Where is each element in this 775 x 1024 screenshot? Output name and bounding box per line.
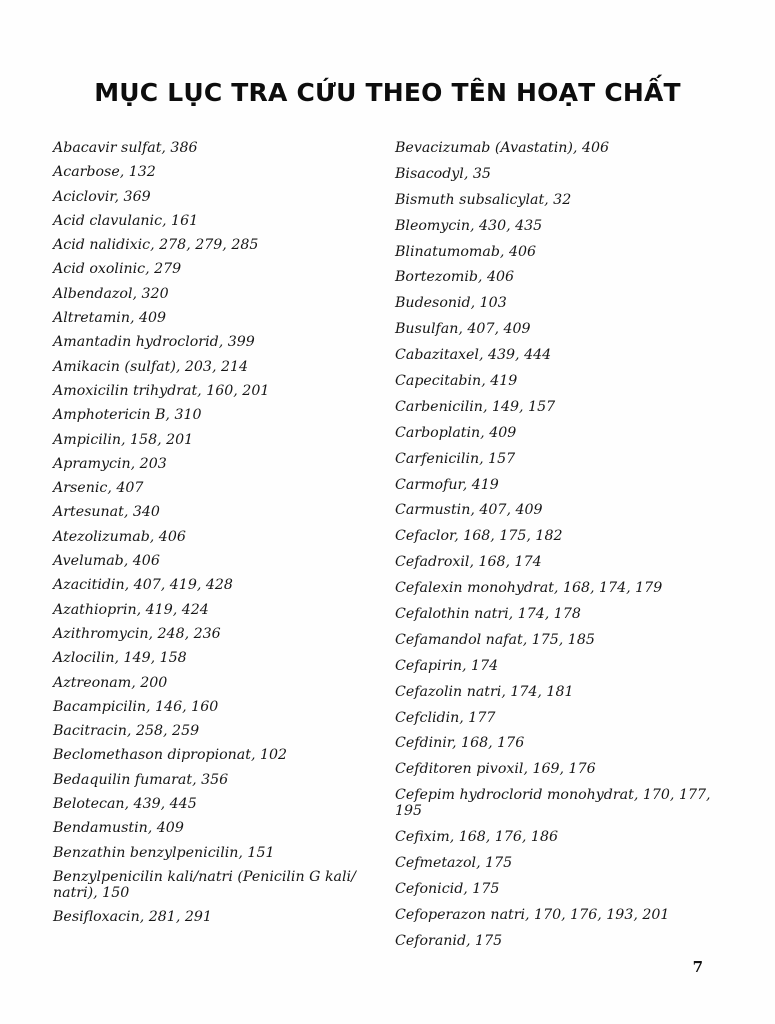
index-entry: Benzathin benzylpenicilin, 151 (53, 844, 275, 861)
index-entry: Bedaquilin fumarat, 356 (53, 771, 229, 788)
index-entry: Artesunat, 340 (53, 504, 160, 521)
page-title: MỤC LỤC TRA CỨU THEO TÊN HOẠT CHẤT (94, 78, 681, 107)
index-entry: Cefmetazol, 175 (395, 855, 513, 872)
index-entry: Cefadroxil, 168, 174 (395, 554, 542, 571)
index-entry: Carboplatin, 409 (395, 424, 517, 441)
index-entry: Belotecan, 439, 445 (53, 796, 197, 813)
index-column-left (53, 136, 373, 934)
index-entry: Bacampicilin, 146, 160 (53, 698, 219, 715)
index-entry: Carbenicilin, 149, 157 (395, 398, 556, 415)
index-entry: Benzylpenicilin kali/natri (Penicilin G kali/ natri), 150 (53, 868, 356, 901)
index-entry: Avelumab, 406 (53, 553, 160, 570)
index-entry: Bacitracin, 258, 259 (53, 723, 200, 740)
index-entry: Bisacodyl, 35 (395, 165, 491, 182)
index-entry: Acid clavulanic, 161 (53, 212, 199, 229)
index-entry: Acarbose, 132 (53, 164, 156, 181)
index-entry: Arsenic, 407 (53, 480, 144, 497)
index-entry: Cefclidin, 177 (395, 709, 496, 726)
index-entry: Carmofur, 419 (395, 476, 499, 493)
index-entry: Cefdinir, 168, 176 (395, 735, 525, 752)
index-entry: Cefapirin, 174 (395, 657, 499, 674)
index-entry: Azathioprin, 419, 424 (53, 601, 209, 618)
index-entry: Capecitabin, 419 (395, 373, 518, 390)
index-entry: Cefepim hydroclorid monohydrat, 170, 177, 195 (395, 787, 711, 820)
index-entry: Acid nalidixic, 278, 279, 285 (53, 237, 259, 254)
index-entry: Bismuth subsalicylat, 32 (395, 191, 572, 208)
index-entry: Blinatumomab, 406 (395, 243, 537, 260)
index-entry: Amphotericin B, 310 (53, 407, 202, 424)
index-entry: Cefoperazon natri, 170, 176, 193, 201 (395, 906, 670, 923)
index-entry: Bevacizumab (Avastatin), 406 (395, 140, 610, 156)
index-entry: Bendamustin, 409 (53, 820, 184, 837)
index-entry: Ceforanid, 175 (395, 932, 503, 949)
index-entry: Altretamin, 409 (53, 310, 167, 327)
index-entry: Cefamandol nafat, 175, 185 (395, 631, 595, 648)
index-entry: Cefalexin monohydrat, 168, 174, 179 (395, 580, 663, 597)
page-number: 7 (692, 958, 703, 976)
index-entry: Bortezomib, 406 (395, 269, 515, 286)
index-entry: Cefixim, 168, 176, 186 (395, 829, 559, 846)
index-entry: Carfenicilin, 157 (395, 450, 516, 467)
index-entry: Acid oxolinic, 279 (53, 261, 182, 278)
index-entry: Cefonicid, 175 (395, 880, 500, 897)
index-entry: Beclomethason dipropionat, 102 (53, 747, 288, 764)
index-entry: Cefaclor, 168, 175, 182 (395, 528, 563, 545)
index-entry: Cabazitaxel, 439, 444 (395, 347, 552, 364)
index-entry: Amoxicilin trihydrat, 160, 201 (53, 382, 270, 399)
index-entry: Amikacin (sulfat), 203, 214 (53, 358, 249, 375)
index-column-right (395, 136, 730, 959)
index-entry: Azlocilin, 149, 158 (53, 650, 187, 667)
index-entry: Azacitidin, 407, 419, 428 (53, 577, 233, 594)
index-entry: Busulfan, 407, 409 (395, 321, 531, 338)
index-entry: Besifloxacin, 281, 291 (53, 909, 212, 926)
index-entry: Aciclovir, 369 (53, 188, 151, 205)
index-entry: Cefalothin natri, 174, 178 (395, 606, 581, 623)
index-entry: Amantadin hydroclorid, 399 (53, 334, 255, 351)
index-entry: Albendazol, 320 (53, 285, 169, 302)
index-entry: Abacavir sulfat, 386 (53, 140, 198, 156)
index-entry: Budesonid, 103 (395, 295, 507, 312)
index-entry: Cefditoren pivoxil, 169, 176 (395, 761, 596, 778)
index-entry: Aztreonam, 200 (53, 674, 168, 691)
index-entry: Ampicilin, 158, 201 (53, 431, 194, 448)
index-entry: Azithromycin, 248, 236 (53, 625, 221, 642)
index-entry: Atezolizumab, 406 (53, 528, 186, 545)
index-entry: Cefazolin natri, 174, 181 (395, 683, 574, 700)
index-entry: Apramycin, 203 (53, 455, 167, 472)
index-entry: Carmustin, 407, 409 (395, 502, 543, 519)
index-entry: Bleomycin, 430, 435 (395, 217, 543, 234)
